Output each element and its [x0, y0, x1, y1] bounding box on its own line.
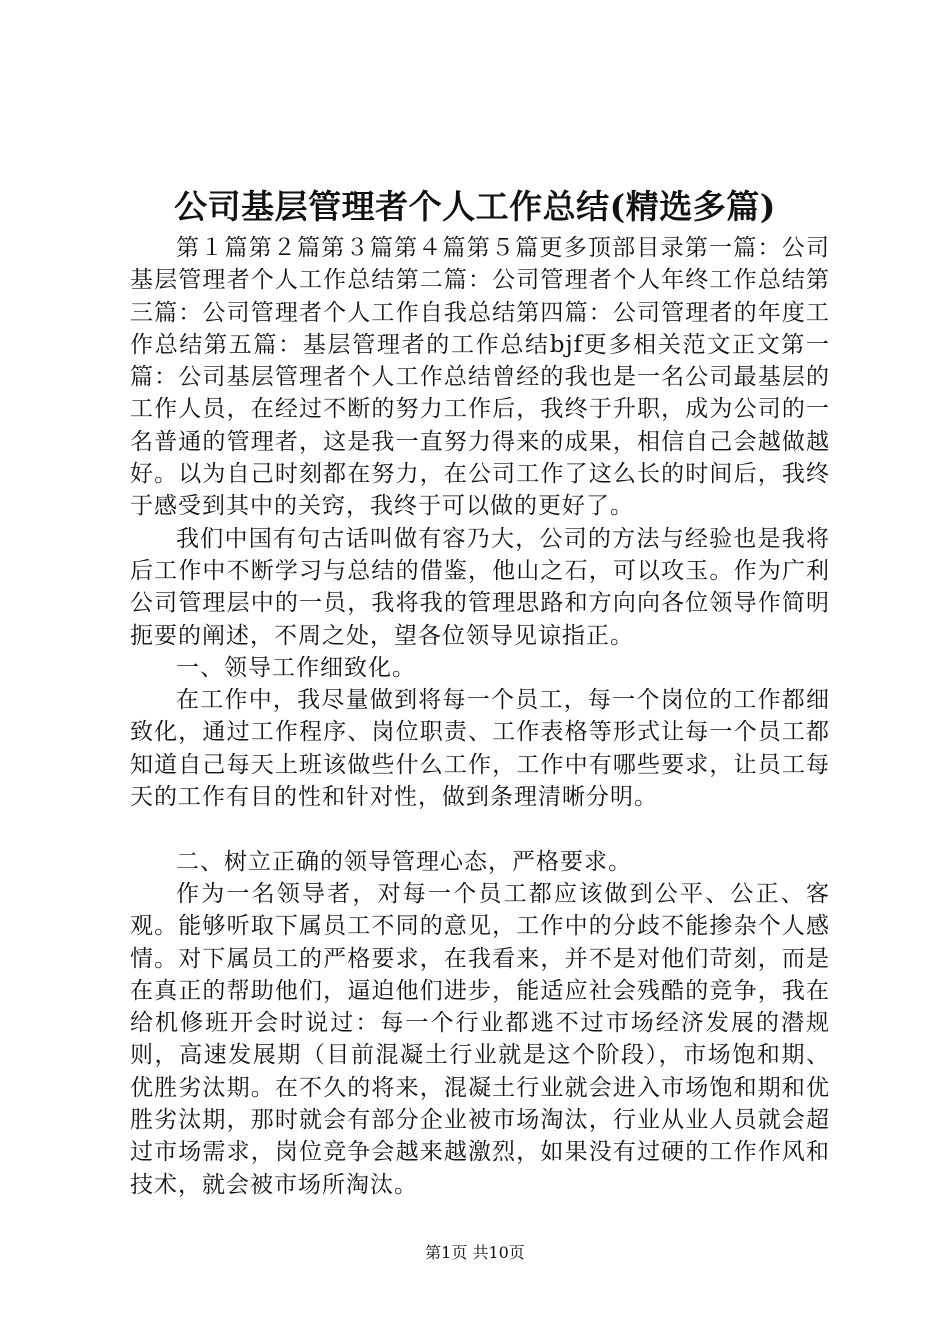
- paragraph-intro: 第１篇第２篇第３篇第４篇第５篇更多顶部目录第一篇：公司基层管理者个人工作总结第二篇：公司管理者个人年终工作总结第三篇：公司管理者个人工作自我总结第四篇：公司管理者的年度工作总结第五篇：基层管理者的工作总结bjf更多相关范文正文第一篇：公司基层管理者个人工作总结曾经的我也是一名公司最基层的工作人员，在经过不断的努力工作后，我终于升职，成为公司的一名普通的管理者，这是我一直努力得来的成果，相信自己会越做越好。以为自己时刻都在努力，在公司工作了这么长的时间后，我终于感受到其中的关窍，我终于可以做的更好了。: [130, 235, 830, 520]
- document-title: 公司基层管理者个人工作总结(精选多篇): [174, 187, 776, 226]
- page-number: 第1页 共10页: [425, 1243, 525, 1262]
- paragraph-section-1: 在工作中，我尽量做到将每一个员工，每一个岗位的工作都细致化，通过工作程序、岗位职责、工作表格等形式让每一个员工都知道自己每天上班该做些什么工作，工作中有哪些要求，让员工每天的工作有目的性和针对性，做到条理清晰分明。: [130, 687, 830, 811]
- section-heading-1: 一、领导工作细致化。: [176, 654, 416, 681]
- paragraph-section-2: 作为一名领导者，对每一个员工都应该做到公平、公正、客观。能够听取下属员工不同的意见，工作中的分歧不能掺杂个人感情。对下属员工的严格要求，在我看来，并不是对他们苛刻，而是在真正的帮助他们，逼迫他们进步，能适应社会残酷的竞争，我在给机修班开会时说过：每一个行业都逃不过市场经济发展的潜规则，高速发展期（目前混凝土行业就是这个阶段），市场饱和期、优胜劣汰期。在不久的将来，混凝土行业就会进入市场饱和期和优胜劣汰期，那时就会有部分企业被市场淘汰，行业从业人员就会超过市场需求，岗位竞争会越来越激烈，如果没有过硬的工作作风和技术，就会被市场所淘汰。: [130, 880, 830, 1198]
- paragraph-spacer: [130, 813, 830, 845]
- document-body: [130, 232, 830, 1201]
- paragraph-motto: 我们中国有句古话叫做有容乃大，公司的方法与经验也是我将后工作中不断学习与总结的借鉴，他山之石，可以攻玉。作为广利公司管理层中的一员，我将我的管理思路和方向向各位领导作简明扼要的阐述，不周之处，望各位领导见谅指正。: [130, 525, 830, 649]
- section-heading-2: 二、树立正确的领导管理心态，严格要求。: [176, 848, 632, 875]
